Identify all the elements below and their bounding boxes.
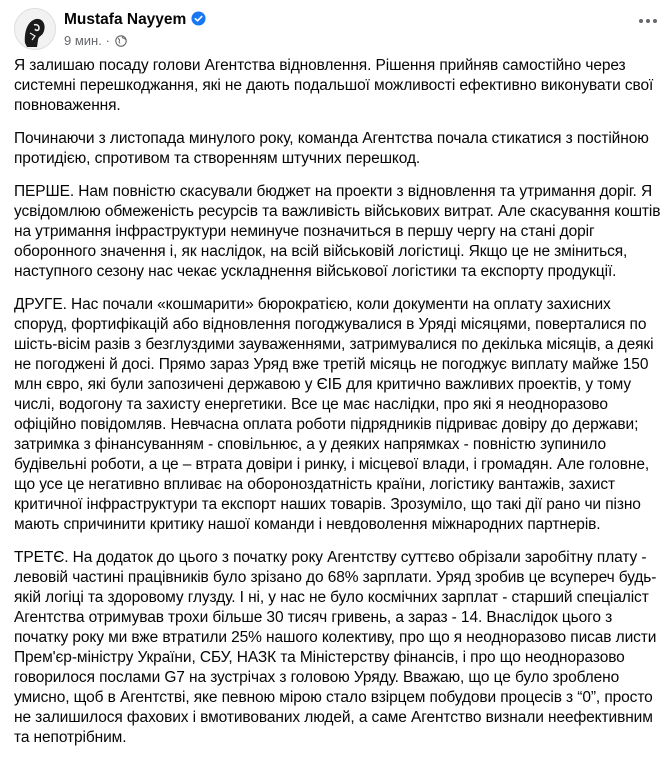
- author-name[interactable]: [64, 11, 206, 31]
- meta-separator: ·: [105, 33, 110, 48]
- post-paragraph: Я залишаю посаду голови Агентства відновлення. Рішення прийняв самостійно через системні перешкоджання, які не дають подальшої можливості ефективно виконувати свої повноваження.: [14, 57, 654, 114]
- post-paragraph: ТРЕТЄ. На додаток до цього з початку року Агентству суттєво обрізали заробітну плату - левовій частині працівників було зрізано до 68% зарплати. Уряд зробив це всупереч будь-якій логіці та здоровому глузду. І ні, у нас не було космічних зарплат - старший спеціаліст Агентства отримував трохи більше 30 тисяч гривень, а зараз - 14. Внаслідок цього з початку року ми вже втратили 25% нашого колективу, про що я неодноразово писав листи Прем'єр-міністру України, СБУ, НАЗК та Міністерству фінансів, і про що неодноразово говорилося послами G7 на зустрічах з головою Уряду. Вважаю, що це було зроблено умисно, щоб в Агентстві, яке певною мірою стало взірцем побудови процесів з “0”, просто не залишилося фахових і вмотивованих людей, а саме Агентство визнали неефективним та непотрібним.: [14, 549, 657, 746]
- verified-badge-icon: [191, 11, 206, 31]
- avatar[interactable]: [14, 8, 56, 50]
- author-name-text[interactable]: Mustafa Nayyem: [64, 11, 187, 28]
- globe-icon: [115, 35, 127, 50]
- post-time[interactable]: 9 мин.: [64, 33, 102, 48]
- post-meta: [64, 33, 127, 50]
- post-paragraph: Починаючи з листопада минулого року, команда Агентства почала стикатися з постійною протидією, спротивом та створенням штучних перешкод.: [14, 130, 649, 167]
- post-body: [14, 56, 662, 761]
- post-paragraph: ПЕРШЕ. Нам повністю скасували бюджет на проекти з відновлення та утримання доріг. Я усвідомлюю обмеженість ресурсів та важливість військових витрат. Але скасування коштів на утримання інфраструктури неминуче позначиться в першу чергу на стані доріг оборонного значення і, як наслідок, на всій військовій логістиці. Якщо це не зміниться, наступного сезону нас чекає ускладнення військової логістики та експорту продукції.: [14, 183, 661, 280]
- more-options-button[interactable]: [636, 14, 660, 26]
- post-header: [14, 8, 662, 52]
- more-dots-icon: [636, 15, 660, 27]
- post-paragraph: ДРУГЕ. Нас почали «кошмарити» бюрократією, коли документи на оплату захисних споруд, фортифікацій або відновлення погоджувалися в Уряді місяцями, поверталися по шість-вісім разів з безглуздими зауваженнями, затримувалися по декілька місяців, а деякі не погоджені й досі. Прямо зараз Уряд вже третій місяць не погоджує виплату майже 150 млн євро, які були запозичені державою у ЄІБ для критично важливих проектів, у тому числі, водогону та захисту енергетики. Все це має наслідки, про які я неодноразово офіційно повідомляв. Невчасна оплата роботи підрядників підриває довіру до держави; затримка з фінансуванням - сповільнює, а у деяких напрямках - повністю зупинило будівельні роботи, а це – втрата довіри і ринку, і місцевої влади, і громадян. Але головне, що усе це негативно впливає на обороноздатність країни, логістику вантажів, захист критичної інфраструктури та експорт наших товарів. Зрозуміло, що такі дії рано чи пізно мають спричинити критику нашої команди і невдоволення міжнародних партнерів.: [14, 296, 654, 533]
- avatar-illustration: [15, 9, 55, 49]
